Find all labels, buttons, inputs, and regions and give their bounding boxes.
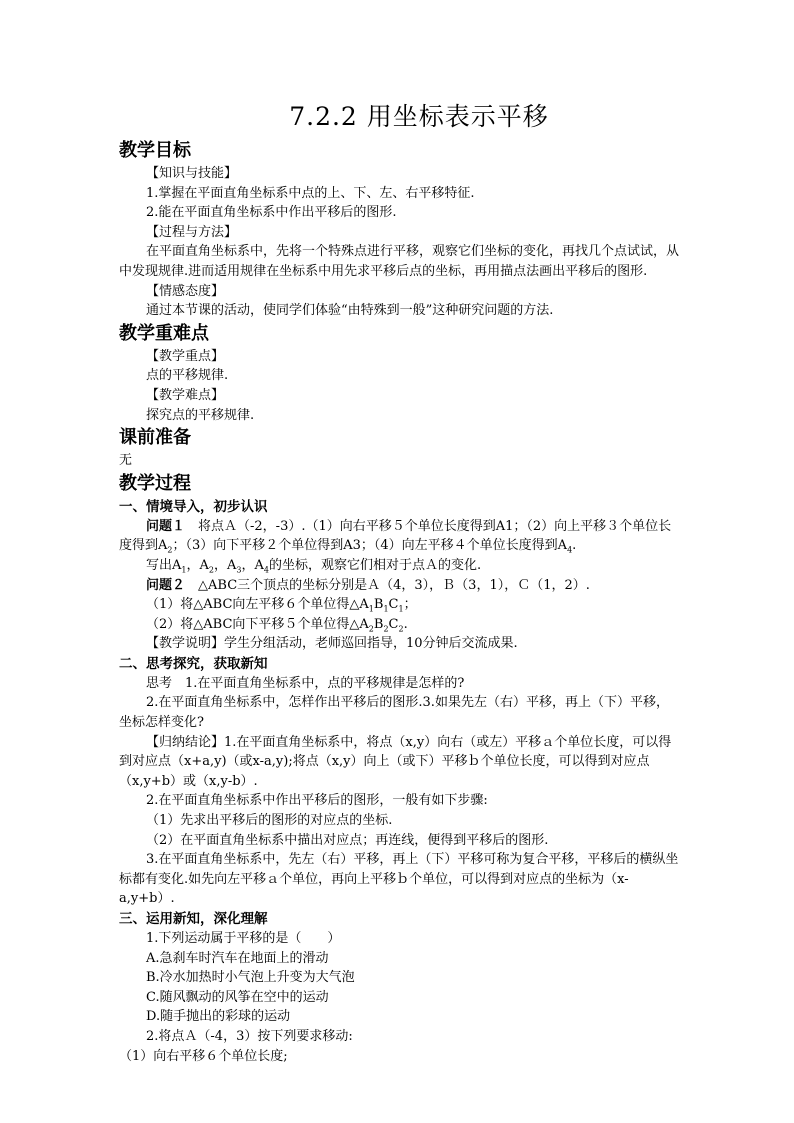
page-title: 7.2.2 用坐标表示平移 <box>289 102 549 131</box>
section-heading-key-points: 教学重难点 <box>119 322 209 344</box>
question-2 <box>119 576 679 596</box>
text: ； <box>403 597 417 613</box>
text: ，A <box>186 557 209 573</box>
text: （1）将△ABC向左平移６个单位得△A <box>146 597 369 613</box>
question-1-task <box>119 556 679 576</box>
subscript: 1 <box>181 565 187 575</box>
subscript: 2 <box>208 565 214 575</box>
teaching-focus-text: 点的平移规律. <box>146 368 229 384</box>
subsection-heading-1: 一、情境导入，初步认识 <box>119 498 268 515</box>
subscript: 1 <box>398 604 404 614</box>
goal-item-2: 2.能在平面直角坐标系中作出平移后的图形. <box>146 205 397 221</box>
exercise-1-option-d: D.随手抛出的彩球的运动 <box>146 1009 291 1025</box>
text: ，A <box>241 557 264 573</box>
question-1-end: . <box>572 538 577 554</box>
text: 的坐标，观察它们相对于点Ａ的变化. <box>268 557 482 573</box>
teaching-note: 【教学说明】学生分组活动，老师巡回指导，10分钟后交流成果. <box>146 636 518 652</box>
exercise-1-option-b: B.冷水加热时小气泡上升变为大气泡 <box>146 970 355 986</box>
text: ，A <box>213 557 237 573</box>
exercise-1-option-a: A.急刹车时汽车在地面上的滑动 <box>146 950 329 966</box>
document-content <box>119 98 679 1066</box>
question-1-text-a: 将点Ａ（-2，-3）.（1）向右平移５个单位长度得到A1；（2）向上平移３个单位长度得到A <box>119 518 672 554</box>
section-heading-process: 教学过程 <box>119 472 191 494</box>
conclusion-2-step-2: （2）在平面直角坐标系中描出对应点；再连线，便得到平移后的图形. <box>146 832 549 848</box>
subscript: 1 <box>383 604 389 614</box>
subscript: 3 <box>236 565 242 575</box>
text: B <box>373 597 384 613</box>
exercise-2-part-1: （1）向右平移６个单位长度; <box>119 1048 288 1064</box>
text: 写出A <box>146 557 182 573</box>
subsection-heading-3: 三、运用新知，深化理解 <box>119 911 268 927</box>
goal-item-1: 1.掌握在平面直角坐标系中点的上、下、左、右平移特征. <box>146 185 475 201</box>
section-heading-prep: 课前准备 <box>119 427 191 449</box>
exercise-2: 2.将点Ａ（-4，3）按下列要求移动: <box>146 1028 353 1044</box>
question-1 <box>119 517 679 556</box>
subscript: 4 <box>567 545 573 555</box>
section-heading-goals: 教学目标 <box>119 140 191 161</box>
prep-text: 无 <box>119 453 133 469</box>
conclusion-1: 【归纳结论】1.在平面直角坐标系中，将点（x,y）向右（或左）平移ａ个单位长度，可以得到对应点（x+a,y)（或x-a,y);将点（x,y）向上（或下）平移ｂ个单位长度，可以得到对应点（x,y+b）或（x,y-b）. <box>119 734 672 789</box>
think-1: 思考 1.在平面直角坐标系中，点的平移规律是怎样的? <box>146 675 465 691</box>
question-1-label: 问题１ <box>146 518 186 534</box>
question-2-part-2 <box>119 615 679 635</box>
subscript: 2 <box>383 624 389 634</box>
question-1-text-b: ；（3）向下平移２个单位得到A3；（4）向左平移４个单位长度得到A <box>172 538 568 554</box>
exercise-1-option-c: C.随风飘动的风筝在空中的运动 <box>146 989 329 1005</box>
label-attitude: 【情感态度】 <box>146 283 225 299</box>
exercise-1: 1.下列运动属于平移的是（ ） <box>146 931 341 946</box>
text: C <box>388 597 399 613</box>
question-2-part-1 <box>119 595 679 615</box>
label-teaching-difficulty: 【教学难点】 <box>146 387 225 403</box>
label-knowledge-skills: 【知识与技能】 <box>146 166 238 181</box>
subscript: 1 <box>368 604 374 614</box>
conclusion-3: 3.在平面直角坐标系中，先左（右）平移，再上（下）平移可称为复合平移，平移后的横纵坐标都有变化.如先向左平移ａ个单位，再向上平移ｂ个单位，可以得到对应点的坐标为（x-a,y+b）. <box>119 852 679 907</box>
text: . <box>403 616 408 632</box>
subscript: 2 <box>398 624 404 634</box>
paragraph-process-method: 在平面直角坐标系中，先将一个特殊点进行平移，观察它们坐标的变化，再找几个点试试，从中发现规律.进而适用规律在坐标系中用先求平移后点的坐标，再用描点法画出平移后的图形. <box>119 244 680 279</box>
conclusion-2: 2.在平面直角坐标系中作出平移后的图形，一般有如下步骤: <box>146 793 488 809</box>
text: （2）将△ABC向下平移５个单位得△A <box>146 616 369 632</box>
teaching-difficulty-text: 探究点的平移规律. <box>146 407 255 423</box>
question-2-label: 问题２ <box>146 577 186 593</box>
conclusion-2-step-1: （1）先求出平移后的图形的对应点的坐标. <box>146 813 393 829</box>
question-2-text: △ABC三个顶点的坐标分别是Ａ（4，3），Ｂ（3，1），Ｃ（1，2）. <box>185 577 590 593</box>
think-2: 2.在平面直角坐标系中，怎样作出平移后的图形.3.如果先左（右）平移，再上（下）平移，坐标怎样变化? <box>119 695 669 731</box>
label-teaching-focus: 【教学重点】 <box>146 348 225 364</box>
text: C <box>388 616 399 632</box>
subscript: 2 <box>167 545 173 555</box>
subsection-heading-2: 二、思考探究，获取新知 <box>119 655 268 672</box>
paragraph-attitude: 通过本节课的活动，使同学们体验“由特殊到一般”这种研究问题的方法. <box>146 303 554 319</box>
subscript: 4 <box>263 565 269 575</box>
text: B <box>373 616 384 632</box>
label-process-method: 【过程与方法】 <box>146 224 238 240</box>
subscript: 2 <box>368 624 374 634</box>
